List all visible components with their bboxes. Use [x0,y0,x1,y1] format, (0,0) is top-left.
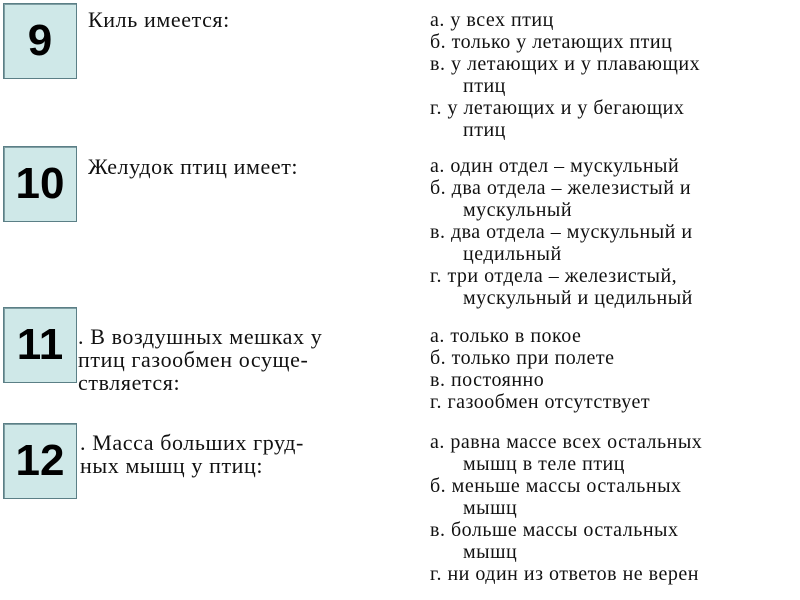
question-number-badge: 12 [3,423,77,499]
answer-option-a: а. у всех птиц [430,9,554,31]
question-number-badge: 9 [3,3,77,79]
answer-option-c-continuation: птиц [463,75,506,97]
answer-option-d: г. три отдела – железистый, [430,265,678,287]
answer-option-b-continuation: мышц [463,497,518,519]
answer-option-a: а. равна массе всех остальных [430,431,703,453]
answer-option-a: а. только в покое [430,325,582,347]
question-text: Желудок птиц имеет: [88,154,299,179]
question-number-badge: 10 [3,146,77,222]
answer-option-b: б. два отдела – железистый и [430,177,692,199]
answer-option-a: а. один отдел – мускульный [430,155,680,177]
answer-option-c: в. постоянно [430,369,545,391]
answer-option-d-continuation: мускульный и цедильный [463,287,693,309]
answer-option-b: б. только при полете [430,347,615,369]
answer-option-b-continuation: мускульный [463,199,573,221]
answer-option-d: г. газообмен отсутствует [430,391,651,413]
answer-option-c-continuation: цедильный [463,243,562,265]
answer-list [430,9,700,141]
answer-option-c: в. у летающих и у плавающих [430,53,701,75]
answer-list [430,431,702,585]
answer-option-c-continuation: мышц [463,541,518,563]
answer-option-a-continuation: мышц в теле птиц [463,453,625,475]
question-number-badge: 11 [3,307,77,383]
answer-option-d: г. ни один из ответов не верен [430,563,699,585]
question-text: . Масса больших груд- ных мышц у птиц: [80,430,304,478]
answer-option-d: г. у летающих и у бегающих [430,97,685,119]
answer-option-b: б. меньше массы остальных [430,475,682,497]
answer-option-c: в. больше массы остальных [430,519,679,541]
answer-option-c: в. два отдела – мускульный и [430,221,693,243]
answer-option-d-continuation: птиц [463,119,506,141]
question-text: Киль имеется: [88,7,230,32]
answer-list [430,155,693,309]
question-text: . В воздушных мешках у птиц газообмен осуще- ствляется: [78,324,323,395]
answer-option-b: б. только у летающих птиц [430,31,673,53]
answer-list [430,325,650,413]
